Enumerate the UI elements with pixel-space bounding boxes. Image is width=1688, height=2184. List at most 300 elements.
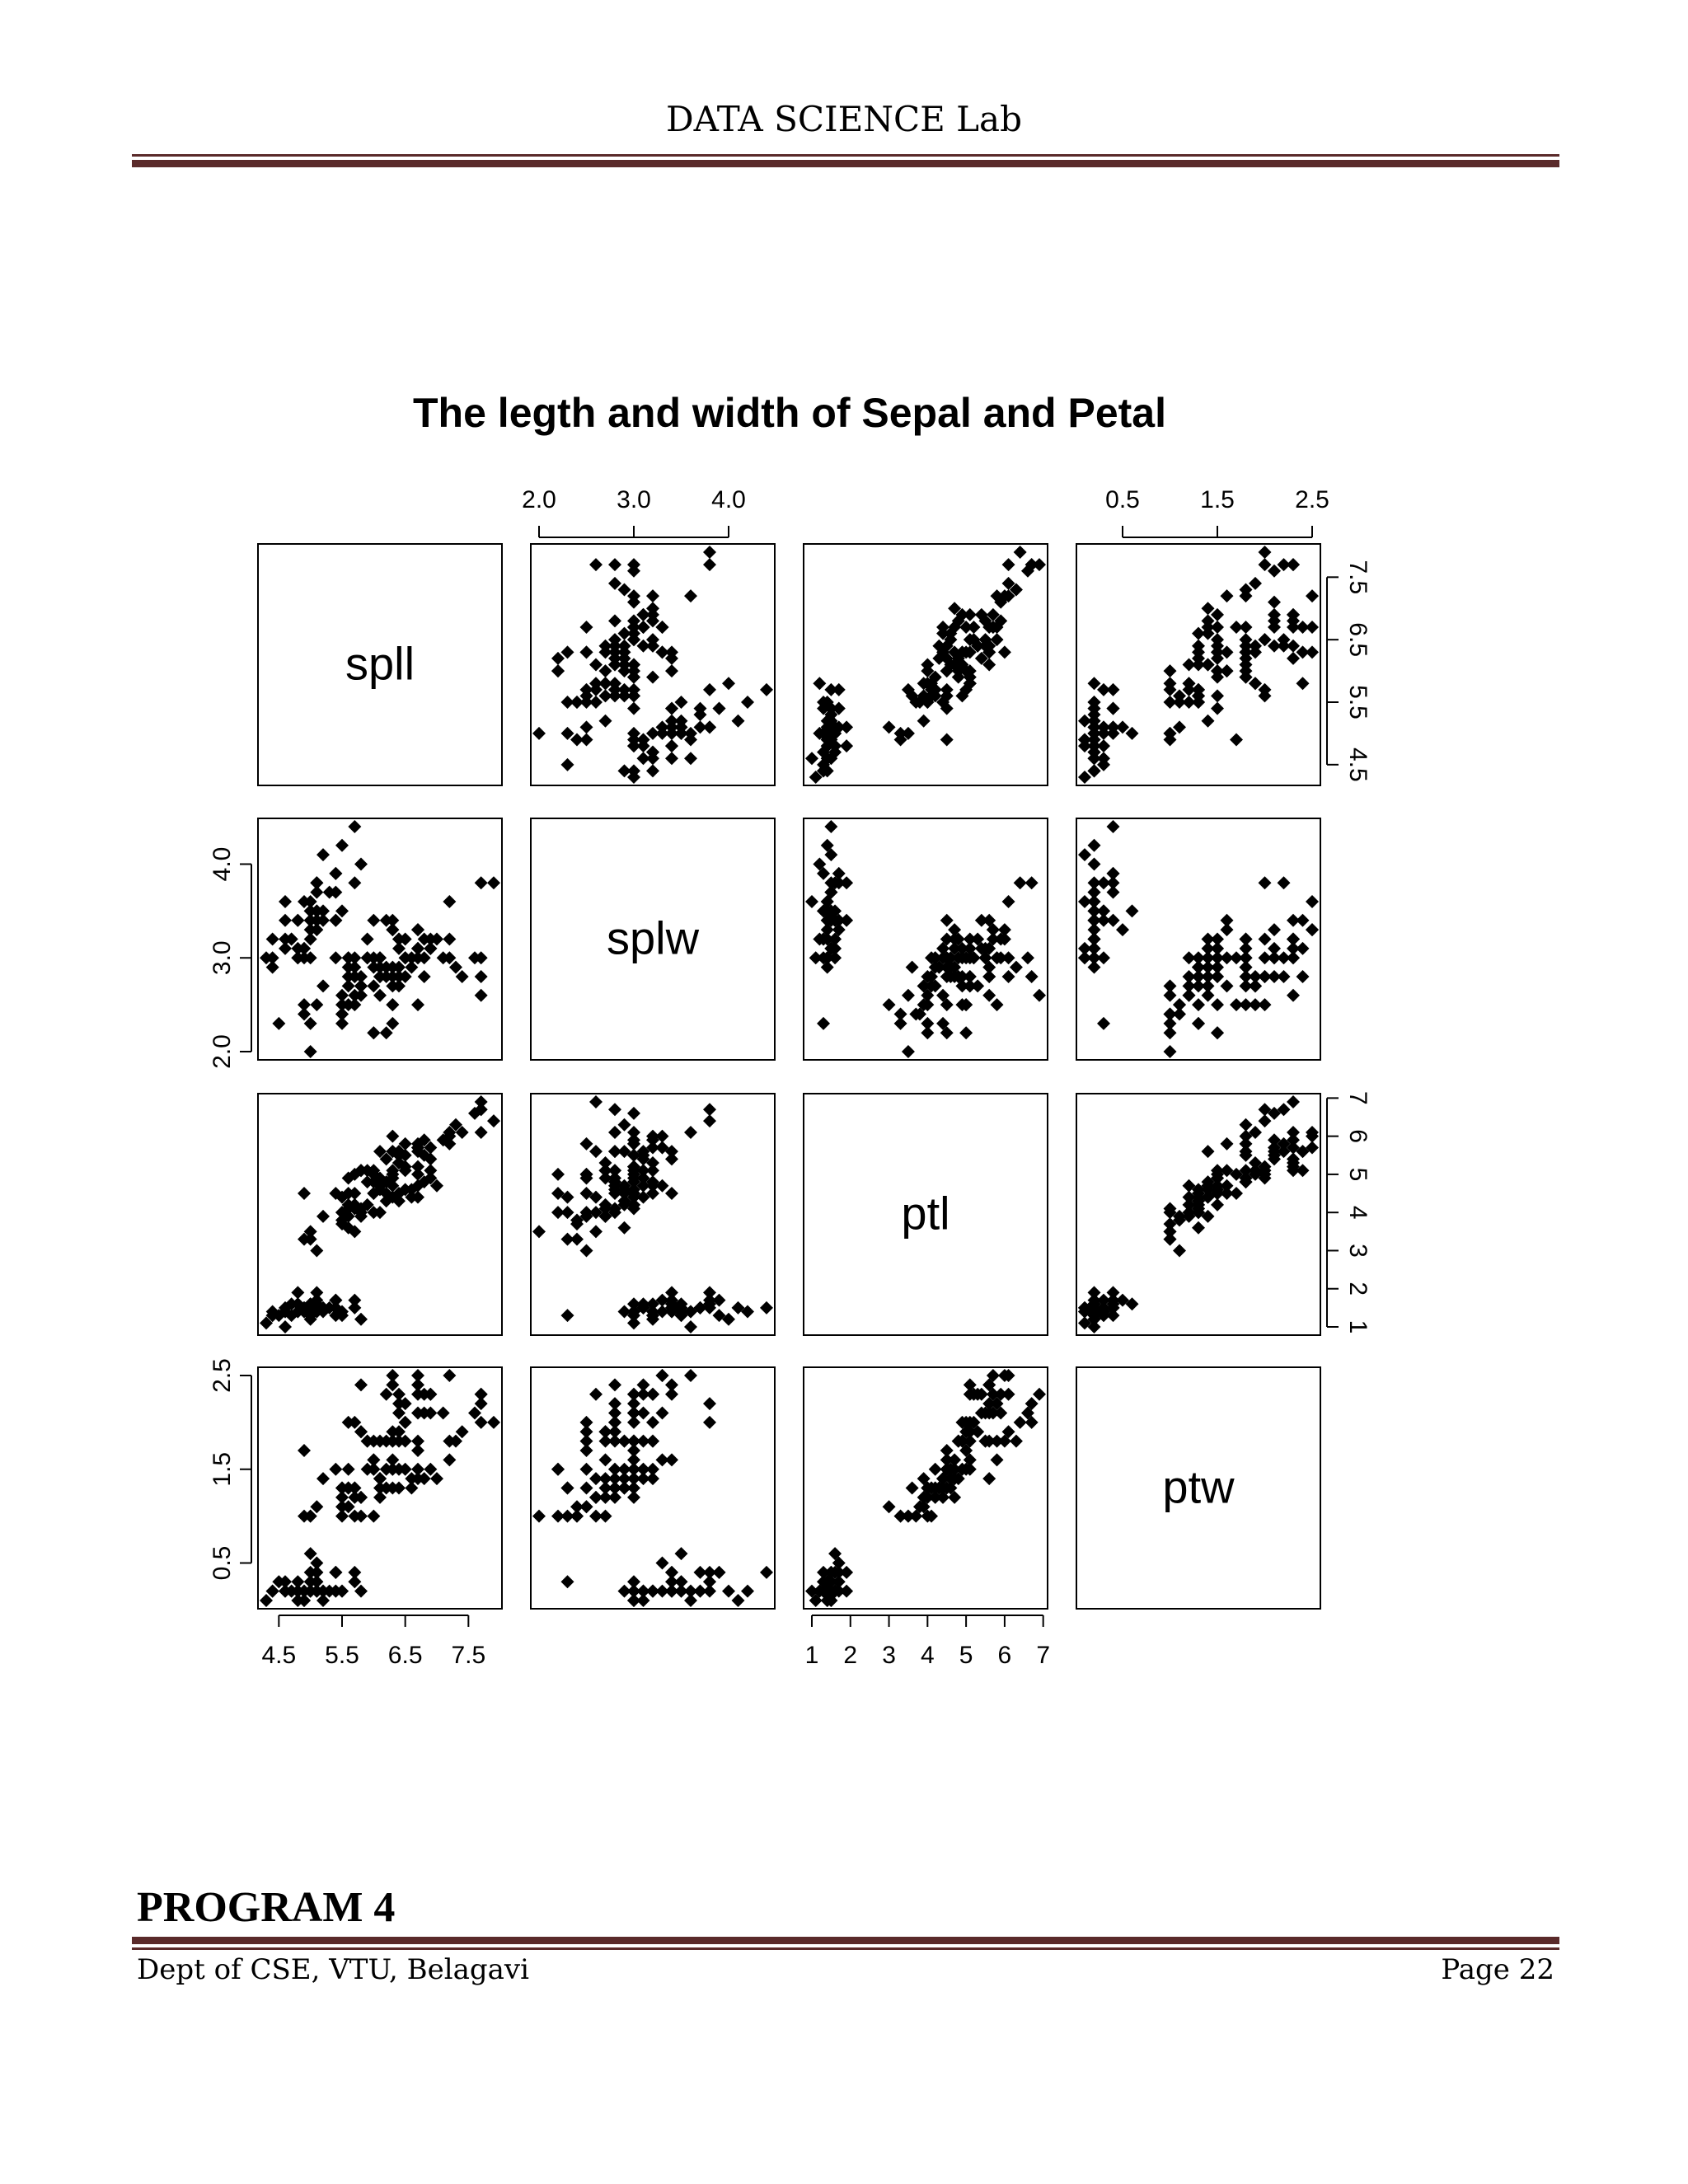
point-spll-splw-18 xyxy=(703,683,716,696)
point-ptw-splw-86 xyxy=(637,1463,650,1476)
point-spll-splw-33 xyxy=(741,696,754,709)
point-spll-splw-24 xyxy=(665,739,678,752)
point-splw-ptw-91 xyxy=(1202,951,1215,964)
point-spll-splw-125 xyxy=(646,589,659,602)
diagonal-label-ptw: ptw xyxy=(1162,1460,1235,1513)
point-ptw-splw-95 xyxy=(627,1491,640,1504)
point-splw-ptw-44 xyxy=(1107,876,1120,889)
point-splw-spll-125 xyxy=(443,933,456,946)
point-spll-splw-118 xyxy=(589,558,603,571)
point-splw-ptw-31 xyxy=(1107,914,1120,927)
point-spll-splw-117 xyxy=(703,558,716,571)
point-splw-ptw-99 xyxy=(1192,970,1205,983)
point-ptl-splw-98 xyxy=(580,1244,593,1257)
point-splw-ptw-85 xyxy=(1221,914,1234,927)
point-spll-ptl-131 xyxy=(1014,546,1027,559)
point-splw-spll-108 xyxy=(411,998,424,1011)
point-ptw-splw-132 xyxy=(608,1397,621,1410)
point-ptl-ptw-44 xyxy=(1107,1286,1120,1299)
point-spll-ptw-144 xyxy=(1306,621,1319,634)
point-splw-ptl-109 xyxy=(1002,895,1015,908)
point-spll-ptw-109 xyxy=(1306,589,1319,602)
point-spll-splw-70 xyxy=(646,671,659,684)
point-splw-ptw-143 xyxy=(1287,933,1300,946)
point-ptl-splw-79 xyxy=(589,1225,603,1238)
page-header: DATA SCIENCE Lab xyxy=(666,99,1022,139)
point-ptl-ptw-24 xyxy=(1088,1286,1101,1299)
point-spll-ptw-31 xyxy=(1107,702,1120,715)
diagonal-label-ptl: ptl xyxy=(901,1187,950,1240)
point-splw-spll-109 xyxy=(443,895,456,908)
point-ptl-spll-106 xyxy=(298,1187,311,1200)
point-ptw-splw-92 xyxy=(589,1491,603,1504)
point-splw-ptw-32 xyxy=(1078,848,1091,861)
point-ptw-ptl-118 xyxy=(1033,1388,1046,1401)
point-ptw-splw-41 xyxy=(561,1575,574,1588)
point-splw-spll-41 xyxy=(272,1017,285,1030)
point-splw-spll-117 xyxy=(475,876,488,889)
point-spll-splw-59 xyxy=(599,715,612,728)
point-spll-splw-41 xyxy=(561,758,574,771)
point-ptw-splw-89 xyxy=(580,1482,593,1495)
right-tick-label-spll-5.5: 5.5 xyxy=(1344,685,1372,719)
point-ptw-splw-32 xyxy=(732,1594,745,1607)
point-ptl-ptw-107 xyxy=(1240,1118,1253,1132)
point-ptw-splw-144 xyxy=(656,1369,669,1382)
point-splw-spll-42 xyxy=(266,933,279,946)
point-spll-splw-76 xyxy=(608,614,621,627)
point-ptl-ptw-118 xyxy=(1287,1095,1300,1108)
point-ptl-splw-142 xyxy=(599,1164,612,1177)
point-splw-ptl-44 xyxy=(840,876,853,889)
point-ptw-spll-114 xyxy=(354,1378,368,1391)
point-splw-ptl-131 xyxy=(1014,876,1027,889)
point-ptw-splw-109 xyxy=(684,1369,697,1382)
point-spll-ptl-18 xyxy=(832,683,846,696)
point-ptw-splw-117 xyxy=(703,1397,716,1410)
point-spll-ptw-108 xyxy=(1240,621,1253,634)
right-tick-label-ptl-6: 6 xyxy=(1344,1129,1372,1143)
point-ptw-spll-129 xyxy=(443,1453,456,1466)
point-ptl-ptw-93 xyxy=(1164,1233,1177,1246)
point-splw-ptw-132 xyxy=(1278,970,1291,983)
point-splw-ptl-64 xyxy=(906,961,919,974)
point-splw-ptw-33 xyxy=(1088,839,1101,852)
point-ptw-spll-109 xyxy=(443,1369,456,1382)
point-splw-spll-32 xyxy=(316,848,330,861)
point-splw-ptw-15 xyxy=(1107,820,1120,833)
point-splw-spll-76 xyxy=(418,970,431,983)
point-ptw-splw-60 xyxy=(532,1510,546,1523)
point-splw-ptl-22 xyxy=(805,895,818,908)
point-spll-splw-122 xyxy=(608,558,621,571)
point-splw-ptl-107 xyxy=(1010,961,1023,974)
point-splw-ptw-119 xyxy=(1211,1026,1224,1039)
top-tick-label-splw-3.0: 3.0 xyxy=(617,486,651,513)
point-ptw-ptl-98 xyxy=(883,1500,896,1513)
point-splw-ptw-117 xyxy=(1278,876,1291,889)
program-label: PROGRAM 4 xyxy=(137,1884,396,1931)
right-tick-label-ptl-4: 4 xyxy=(1344,1205,1372,1220)
point-splw-ptw-83 xyxy=(1221,979,1234,992)
point-spll-ptw-135 xyxy=(1287,558,1300,571)
point-splw-ptw-79 xyxy=(1164,989,1177,1002)
bottom-tick-label-ptl-4: 4 xyxy=(920,1642,935,1669)
bottom-tick-label-ptl-5: 5 xyxy=(959,1642,973,1669)
point-ptw-splw-99 xyxy=(608,1482,621,1495)
point-spll-splw-119 xyxy=(551,664,565,677)
point-splw-spll-15 xyxy=(348,820,361,833)
point-ptl-splw-148 xyxy=(665,1152,678,1165)
point-ptw-splw-72 xyxy=(580,1463,593,1476)
point-ptl-spll-141 xyxy=(424,1164,437,1177)
point-spll-splw-15 xyxy=(760,683,773,696)
point-splw-ptw-114 xyxy=(1296,970,1310,983)
point-ptw-spll-144 xyxy=(411,1369,424,1382)
diagonal-label-splw: splw xyxy=(606,912,700,964)
point-splw-ptl-130 xyxy=(1002,970,1015,983)
point-ptw-ptl-24 xyxy=(840,1585,853,1598)
point-ptw-splw-33 xyxy=(741,1585,754,1598)
point-splw-ptw-144 xyxy=(1306,923,1319,936)
point-splw-ptw-142 xyxy=(1249,979,1262,992)
point-splw-ptl-134 xyxy=(982,989,996,1002)
point-spll-splw-14 xyxy=(722,677,735,690)
point-ptw-splw-91 xyxy=(627,1472,640,1485)
point-splw-ptw-133 xyxy=(1211,970,1224,983)
point-spll-ptl-22 xyxy=(805,752,818,765)
point-ptl-splw-107 xyxy=(618,1118,631,1132)
point-ptw-ptl-107 xyxy=(1010,1435,1023,1448)
point-ptw-ptl-61 xyxy=(929,1463,942,1476)
point-ptl-spll-59 xyxy=(316,1210,330,1223)
point-ptw-ptl-64 xyxy=(906,1482,919,1495)
point-spll-splw-16 xyxy=(713,702,726,715)
point-splw-ptl-85 xyxy=(940,914,954,927)
point-ptw-splw-110 xyxy=(646,1416,659,1429)
point-ptl-ptw-98 xyxy=(1173,1244,1186,1257)
point-spll-ptl-100 xyxy=(998,645,1011,658)
point-spll-splw-106 xyxy=(580,733,593,747)
point-splw-ptl-62 xyxy=(921,1026,934,1039)
point-spll-ptw-84 xyxy=(1211,702,1224,715)
point-spll-splw-98 xyxy=(580,720,593,733)
point-splw-spll-60 xyxy=(304,1045,317,1058)
point-splw-ptl-108 xyxy=(991,998,1004,1011)
point-spll-ptw-114 xyxy=(1296,677,1310,690)
bottom-tick-label-ptl-2: 2 xyxy=(843,1642,858,1669)
right-tick-label-ptl-7: 7 xyxy=(1344,1091,1372,1105)
point-splw-spll-24 xyxy=(291,914,304,927)
point-splw-ptl-118 xyxy=(1033,989,1046,1002)
point-ptl-spll-98 xyxy=(310,1244,323,1257)
point-splw-ptl-79 xyxy=(902,989,915,1002)
point-ptw-spll-108 xyxy=(411,1435,424,1448)
point-splw-spll-98 xyxy=(310,998,323,1011)
point-spll-ptw-102 xyxy=(1268,596,1281,609)
point-ptl-splw-108 xyxy=(580,1137,593,1151)
point-splw-spll-46 xyxy=(310,876,323,889)
bottom-tick-label-spll-6.5: 6.5 xyxy=(387,1642,423,1669)
point-splw-ptl-93 xyxy=(894,1017,907,1030)
point-ptl-splw-85 xyxy=(665,1187,678,1200)
right-tick-label-spll-4.5: 4.5 xyxy=(1344,747,1372,782)
point-ptl-spll-18 xyxy=(348,1294,361,1307)
point-spll-ptl-141 xyxy=(964,608,977,621)
point-ptw-ptl-131 xyxy=(1014,1416,1027,1429)
top-tick-label-ptw-1.5: 1.5 xyxy=(1200,486,1235,513)
point-ptw-splw-139 xyxy=(637,1407,650,1420)
point-ptl-splw-60 xyxy=(532,1225,546,1238)
point-splw-ptl-132 xyxy=(982,970,996,983)
point-ptw-splw-14 xyxy=(722,1585,735,1598)
point-ptl-splw-132 xyxy=(608,1145,621,1158)
point-ptl-spll-22 xyxy=(279,1320,292,1333)
point-ptw-splw-23 xyxy=(656,1557,669,1570)
point-ptw-splw-133 xyxy=(608,1463,621,1476)
point-splw-ptw-139 xyxy=(1268,942,1281,955)
top-tick-label-splw-2.0: 2.0 xyxy=(522,486,556,513)
point-ptw-spll-84 xyxy=(329,1463,342,1476)
point-spll-ptl-44 xyxy=(840,720,853,733)
point-spll-splw-60 xyxy=(532,727,546,740)
point-ptl-splw-24 xyxy=(665,1286,678,1299)
bottom-tick-label-ptl-3: 3 xyxy=(882,1642,896,1669)
point-splw-spll-122 xyxy=(475,970,488,983)
point-splw-ptw-109 xyxy=(1306,895,1319,908)
point-splw-ptl-119 xyxy=(959,1026,973,1039)
point-ptw-splw-45 xyxy=(627,1575,640,1588)
point-ptw-ptl-106 xyxy=(940,1444,954,1457)
point-ptw-spll-106 xyxy=(298,1444,311,1457)
point-ptl-splw-62 xyxy=(551,1206,565,1219)
point-spll-ptl-106 xyxy=(940,733,954,747)
right-tick-label-ptl-1: 1 xyxy=(1344,1319,1372,1334)
point-ptl-splw-131 xyxy=(703,1114,716,1127)
top-tick-label-splw-4.0: 4.0 xyxy=(711,486,746,513)
point-splw-spll-14 xyxy=(354,858,368,871)
point-splw-ptl-148 xyxy=(975,914,988,927)
point-splw-spll-131 xyxy=(487,876,500,889)
point-splw-ptw-48 xyxy=(1088,886,1101,899)
point-ptw-splw-40 xyxy=(675,1575,688,1588)
point-ptw-splw-129 xyxy=(627,1453,640,1466)
point-ptl-ptw-61 xyxy=(1211,1198,1224,1212)
point-ptl-spll-131 xyxy=(487,1114,500,1127)
point-splw-ptl-117 xyxy=(1025,876,1039,889)
point-ptl-splw-109 xyxy=(684,1126,697,1139)
point-spll-ptw-106 xyxy=(1230,733,1243,747)
point-ptl-splw-122 xyxy=(608,1103,621,1116)
right-tick-label-spll-6.5: 6.5 xyxy=(1344,622,1372,658)
point-spll-splw-109 xyxy=(684,589,697,602)
point-splw-spll-33 xyxy=(335,839,349,852)
point-splw-ptl-105 xyxy=(1021,951,1034,964)
point-ptl-spll-14 xyxy=(354,1313,368,1326)
bottom-tick-label-ptl-7: 7 xyxy=(1036,1642,1051,1669)
point-ptw-splw-79 xyxy=(589,1510,603,1523)
point-ptw-spll-62 xyxy=(367,1510,380,1523)
point-ptw-splw-15 xyxy=(760,1566,773,1579)
point-ptw-splw-85 xyxy=(665,1453,678,1466)
left-tick-label-splw-4.0: 4.0 xyxy=(209,846,236,882)
chart-title: The legth and width of Sepal and Petal xyxy=(413,390,1166,436)
point-ptl-ptw-134 xyxy=(1202,1145,1215,1158)
point-ptl-splw-119 xyxy=(551,1168,565,1181)
point-ptl-splw-130 xyxy=(608,1126,621,1139)
top-tick-label-ptw-0.5: 0.5 xyxy=(1105,486,1140,513)
point-ptl-splw-117 xyxy=(703,1103,716,1116)
point-splw-ptw-89 xyxy=(1192,998,1205,1011)
point-spll-ptl-135 xyxy=(1002,558,1015,571)
point-ptw-splw-131 xyxy=(703,1416,716,1429)
point-spll-ptl-24 xyxy=(840,739,853,752)
point-spll-splw-131 xyxy=(703,546,716,559)
right-tick-label-spll-7.5: 7.5 xyxy=(1344,560,1372,595)
point-splw-ptl-142 xyxy=(964,979,977,992)
point-splw-ptl-24 xyxy=(840,914,853,927)
point-splw-ptw-93 xyxy=(1164,1017,1177,1030)
point-ptl-splw-15 xyxy=(760,1301,773,1315)
point-spll-splw-46 xyxy=(703,720,716,733)
left-tick-label-ptw-2.5: 2.5 xyxy=(209,1358,236,1393)
point-splw-spll-85 xyxy=(367,914,380,927)
point-spll-ptl-98 xyxy=(883,720,896,733)
point-ptw-splw-124 xyxy=(656,1407,669,1420)
point-ptw-splw-93 xyxy=(561,1510,574,1523)
point-splw-ptl-122 xyxy=(1025,970,1039,983)
bottom-tick-label-ptl-1: 1 xyxy=(804,1642,819,1669)
point-ptl-splw-118 xyxy=(589,1095,603,1108)
point-splw-ptw-149 xyxy=(1240,951,1253,964)
point-splw-ptw-40 xyxy=(1097,904,1110,917)
point-splw-ptl-135 xyxy=(1002,951,1015,964)
point-ptw-splw-146 xyxy=(580,1425,593,1438)
left-tick-label-ptw-0.5: 0.5 xyxy=(209,1545,236,1581)
point-ptl-ptw-64 xyxy=(1192,1221,1205,1235)
point-splw-ptw-118 xyxy=(1287,989,1300,1002)
point-ptw-spll-59 xyxy=(316,1472,330,1485)
point-ptw-ptl-129 xyxy=(991,1453,1004,1466)
point-ptl-ptw-129 xyxy=(1221,1137,1234,1151)
point-spll-splw-32 xyxy=(732,715,745,728)
point-splw-ptw-43 xyxy=(1126,904,1139,917)
point-ptl-spll-145 xyxy=(411,1160,424,1174)
point-ptw-splw-31 xyxy=(665,1566,678,1579)
point-spll-ptl-145 xyxy=(967,621,980,634)
point-ptw-splw-87 xyxy=(561,1482,574,1495)
point-splw-ptw-92 xyxy=(1183,989,1196,1002)
point-ptw-ptl-93 xyxy=(894,1510,907,1523)
point-ptl-splw-22 xyxy=(684,1320,697,1333)
point-ptl-spll-100 xyxy=(386,1130,399,1143)
point-ptw-spll-66 xyxy=(342,1463,355,1476)
point-splw-ptw-110 xyxy=(1259,933,1272,946)
point-ptw-splw-83 xyxy=(599,1453,612,1466)
point-ptw-splw-37 xyxy=(684,1594,697,1607)
point-ptw-splw-48 xyxy=(694,1585,707,1598)
diagonal-label-spll: spll xyxy=(345,637,415,690)
right-tick-label-ptl-5: 5 xyxy=(1344,1167,1372,1182)
bottom-tick-label-ptl-6: 6 xyxy=(997,1642,1012,1669)
point-splw-spll-18 xyxy=(348,876,361,889)
point-splw-ptw-129 xyxy=(1221,951,1234,964)
footer-page-number: Page 22 xyxy=(1441,1953,1554,1986)
point-ptw-splw-43 xyxy=(675,1547,688,1560)
point-ptl-splw-44 xyxy=(703,1286,716,1299)
point-splw-spll-59 xyxy=(316,979,330,992)
point-spll-ptw-59 xyxy=(1202,715,1215,728)
point-spll-splw-22 xyxy=(684,752,697,765)
point-ptw-spll-131 xyxy=(487,1416,500,1429)
point-splw-ptw-87 xyxy=(1192,1017,1205,1030)
left-tick-label-ptw-1.5: 1.5 xyxy=(209,1451,236,1487)
right-tick-label-ptl-2: 2 xyxy=(1344,1282,1372,1296)
point-splw-spll-118 xyxy=(475,989,488,1002)
point-ptl-splw-93 xyxy=(561,1233,574,1246)
top-tick-label-ptw-2.5: 2.5 xyxy=(1295,486,1329,513)
bottom-tick-label-spll-4.5: 4.5 xyxy=(261,1642,297,1669)
point-splw-ptw-41 xyxy=(1097,1017,1110,1030)
point-splw-ptw-45 xyxy=(1097,951,1110,964)
point-ptl-splw-64 xyxy=(618,1221,631,1235)
point-splw-spll-6 xyxy=(279,914,292,927)
point-splw-spll-106 xyxy=(298,998,311,1011)
point-ptw-spll-31 xyxy=(329,1566,342,1579)
point-spll-splw-108 xyxy=(580,621,593,634)
point-splw-ptw-146 xyxy=(1249,998,1262,1011)
point-splw-ptw-145 xyxy=(1287,951,1300,964)
point-ptw-spll-135 xyxy=(475,1388,488,1401)
point-spll-ptw-62 xyxy=(1164,664,1177,677)
point-ptl-spll-44 xyxy=(310,1286,323,1299)
right-tick-label-ptl-3: 3 xyxy=(1344,1244,1372,1258)
point-splw-spll-16 xyxy=(329,867,342,880)
point-ptw-splw-145 xyxy=(627,1388,640,1401)
point-splw-spll-84 xyxy=(329,951,342,964)
point-splw-ptw-49 xyxy=(1088,923,1101,936)
point-spll-ptw-66 xyxy=(1211,689,1224,702)
point-ptw-splw-114 xyxy=(608,1378,621,1391)
point-spll-ptl-59 xyxy=(917,715,931,728)
point-ptl-ptw-106 xyxy=(1230,1187,1243,1200)
point-ptw-splw-143 xyxy=(646,1388,659,1401)
point-splw-ptl-60 xyxy=(902,1045,915,1058)
point-spll-splw-85 xyxy=(665,664,678,677)
point-splw-ptw-124 xyxy=(1268,923,1281,936)
point-splw-ptw-147 xyxy=(1259,951,1272,964)
point-spll-ptw-131 xyxy=(1259,546,1272,559)
point-splw-ptw-23 xyxy=(1116,923,1129,936)
point-ptl-ptw-131 xyxy=(1259,1114,1272,1127)
point-ptw-splw-149 xyxy=(627,1435,640,1448)
left-tick-label-splw-3.0: 3.0 xyxy=(209,940,236,976)
point-ptl-splw-135 xyxy=(627,1126,640,1139)
point-splw-spll-146 xyxy=(386,998,399,1011)
point-splw-ptw-60 xyxy=(1164,1045,1177,1058)
point-spll-splw-146 xyxy=(580,645,593,658)
point-ptl-splw-105 xyxy=(627,1107,640,1120)
point-ptw-splw-134 xyxy=(589,1472,603,1485)
point-ptw-spll-102 xyxy=(437,1407,450,1420)
point-spll-splw-6 xyxy=(665,752,678,765)
point-splw-ptw-14 xyxy=(1088,858,1101,871)
point-splw-ptw-95 xyxy=(1183,951,1196,964)
point-ptl-spll-135 xyxy=(475,1126,488,1139)
point-ptw-splw-118 xyxy=(589,1388,603,1401)
point-ptw-splw-142 xyxy=(599,1425,612,1438)
bottom-tick-label-spll-7.5: 7.5 xyxy=(451,1642,486,1669)
